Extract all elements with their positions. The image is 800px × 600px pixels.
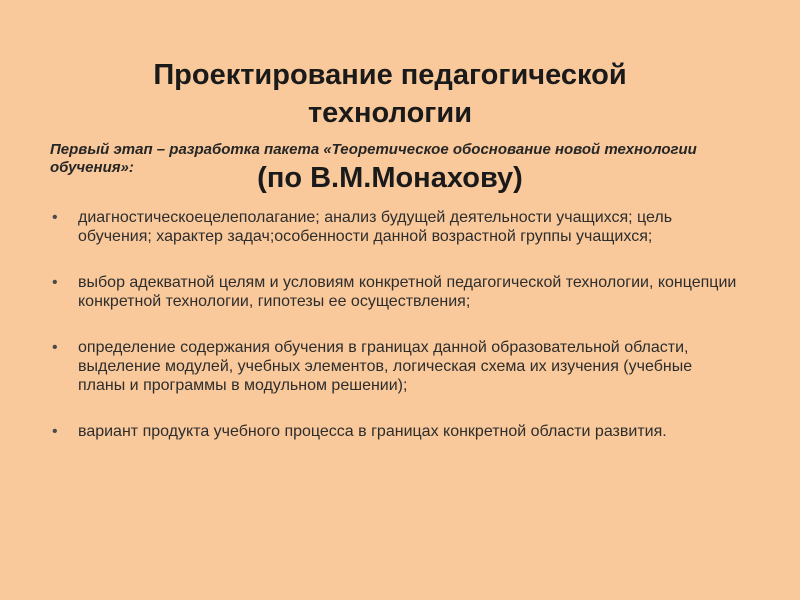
list-item-text: определение содержания обучения в границах данной образовательной области, выделение модулей, учебных элементов, логическая схема их изучения (учебные планы и программы в модульном решении); [78,339,693,394]
bullet-icon: • [52,339,58,356]
list-item [52,273,742,311]
bullet-icon: • [52,209,58,226]
title-line-3: (по В.М.Монахову) [257,162,523,194]
bullet-icon: • [52,423,58,440]
list-item-text: выбор адекватной целям и условиям конкретной педагогической технологии, концепции конкретной технологии, гипотезы ее осуществления; [78,274,737,310]
bullet-icon: • [52,274,58,291]
list-item-text: вариант продукта учебного процесса в границах конкретной области развития. [78,423,667,440]
title-line-1: Проектирование педагогической [153,59,627,91]
list-item [52,208,742,246]
list-item [52,422,742,441]
bullet-list [52,208,742,468]
slide-subtitle: Первый этап – разработка пакета «Теоретическое обоснование новой технологии обучения»: [50,141,697,176]
list-item [52,338,742,395]
title-line-2: технологии [307,97,473,129]
list-item-text: диагностическоецелеполагание; анализ будущей деятельности учащихся; цель обучения; характер задач;особенности данной возрастной группы учащихся; [78,209,673,245]
